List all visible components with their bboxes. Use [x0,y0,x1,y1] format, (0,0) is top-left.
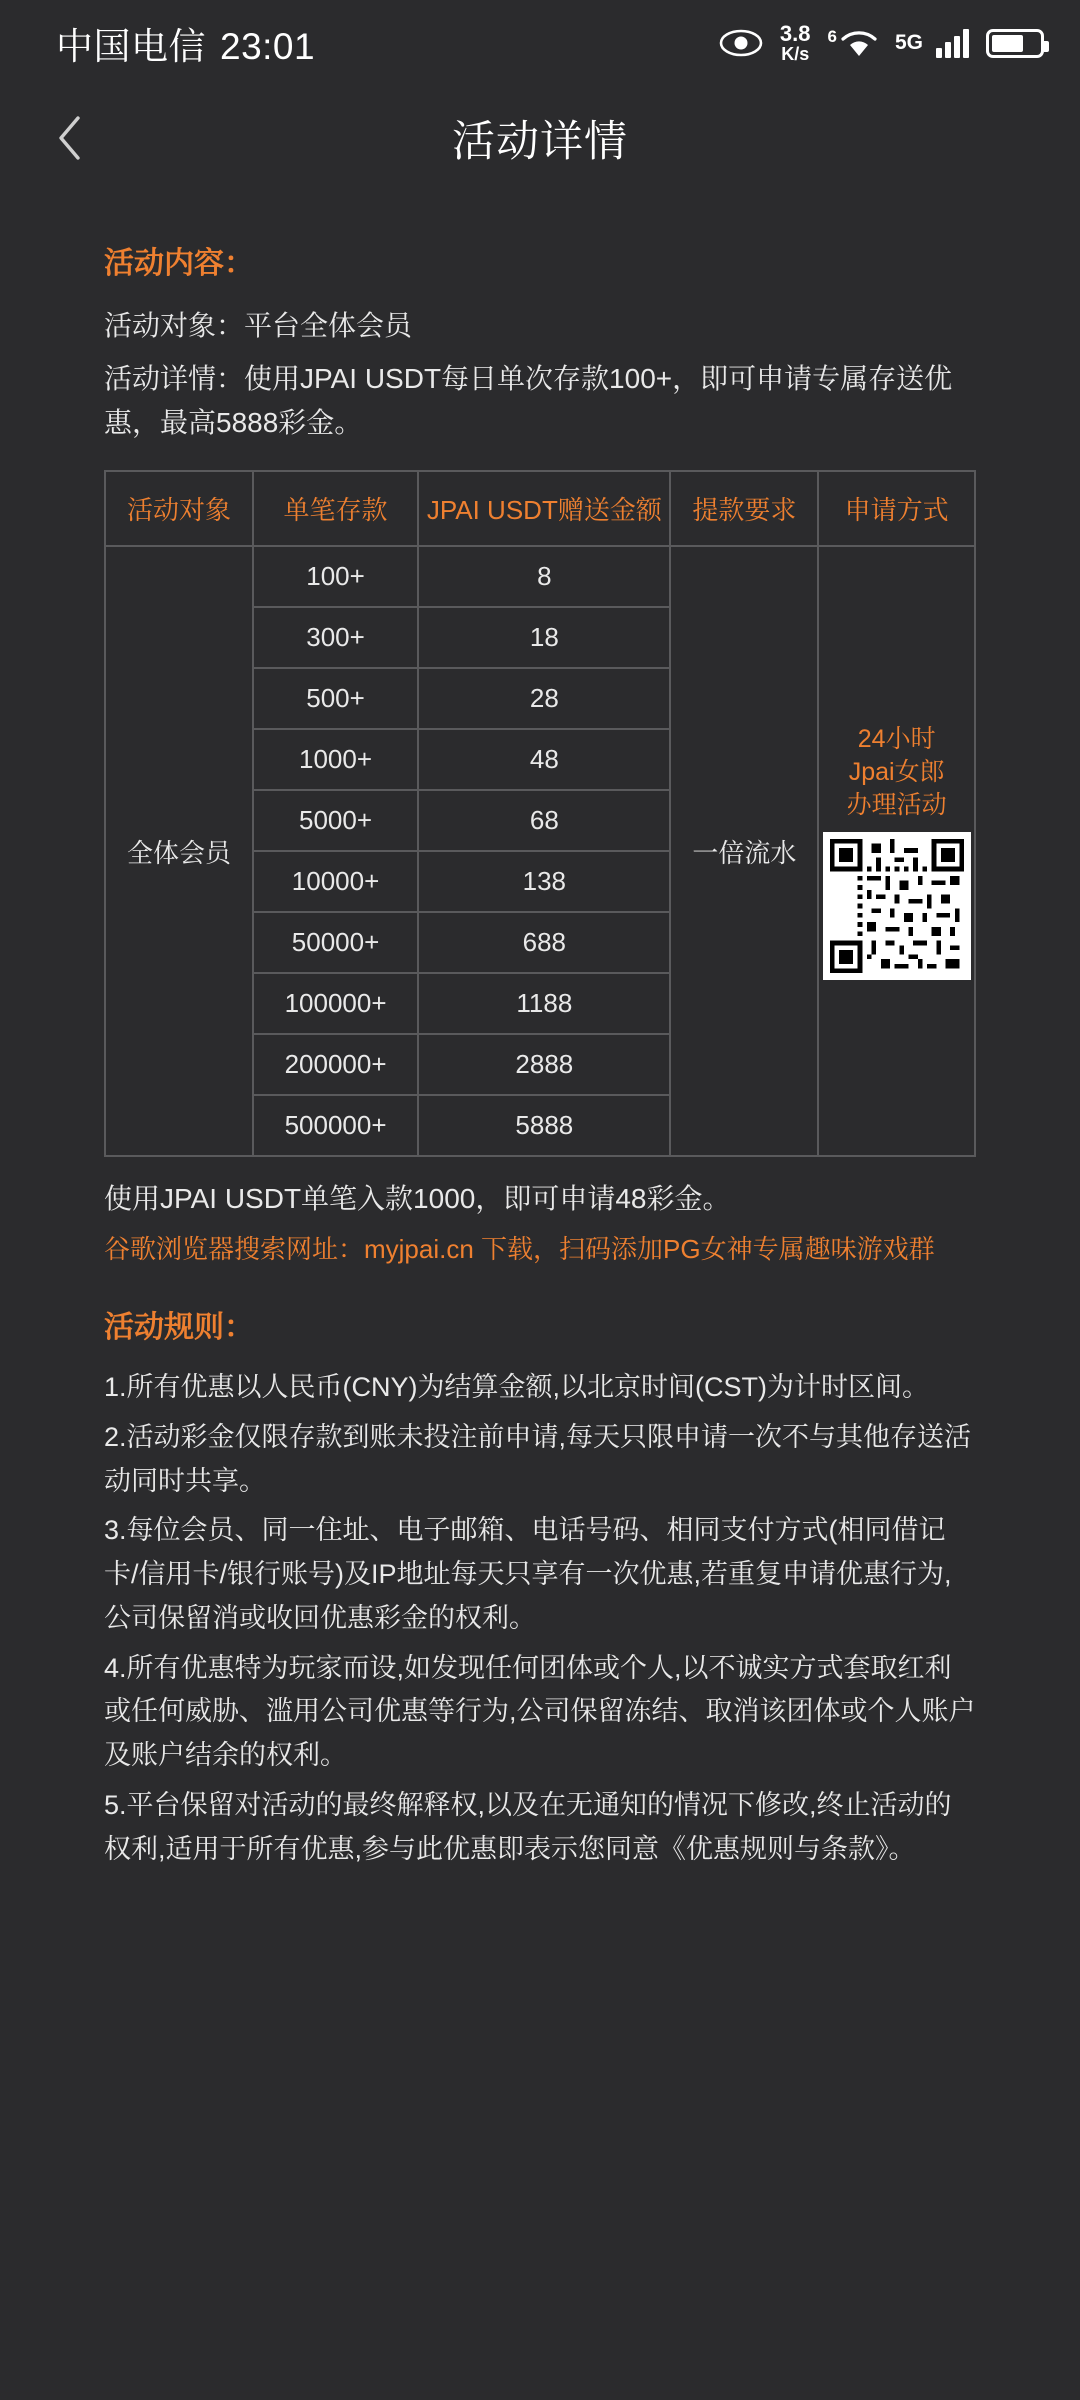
bonus-cell: 5888 [418,1095,670,1156]
back-button[interactable] [40,108,100,168]
network-speed-value: 3.8 [779,21,811,46]
bonus-cell: 8 [418,546,670,607]
title-bar [0,86,1080,190]
status-bar [0,0,1080,86]
apply-method-line: 24小时 [857,724,936,753]
deposit-cell: 500000+ [253,1095,418,1156]
deposit-cell: 10000+ [253,851,418,912]
deposit-cell: 500+ [253,668,418,729]
apply-method-title [823,723,970,822]
bonus-cell: 48 [418,729,670,790]
section-title-activity-content: 活动内容： [104,247,254,280]
deposit-cell: 5000+ [253,790,418,851]
bonus-cell: 2888 [418,1034,670,1095]
table-header-cell: 单笔存款 [253,471,418,546]
battery-icon [986,29,1044,58]
promotion-content [0,190,1080,1871]
wifi-generation-label: 6 [827,27,837,46]
member-scope-cell: 全体会员 [105,546,253,1156]
download-note: 谷歌浏览器搜索网址：myjpai.cn 下载，扫码添加PG女神专属趣味游戏群 [104,1234,935,1265]
table-header-cell: 提款要求 [670,471,818,546]
chevron-left-icon [56,115,84,161]
activity-target-line: 活动对象：平台全体会员 [104,310,413,341]
apply-method-cell [818,546,975,1156]
network-speed-unit: K/s [781,44,810,64]
qr-code-icon[interactable] [823,832,971,980]
deposit-cell: 50000+ [253,912,418,973]
withdraw-requirement-cell: 一倍流水 [670,546,818,1156]
rule-item: 5.平台保留对活动的最终解释权,以及在无通知的情况下修改,终止活动的权利,适用于所有优惠,参与此优惠即表示您同意《优惠规则与条款》。 [104,1789,952,1864]
wifi-icon [828,27,878,59]
deposit-cell: 100+ [253,546,418,607]
table-header-cell: JPAI USDT赠送金额 [418,471,670,546]
bonus-cell: 28 [418,668,670,729]
activity-detail-line: 活动详情：使用JPAI USDT每日单次存款100+，即可申请专属存送优惠，最高5888彩金。 [104,363,953,438]
apply-method-line: Jpai女郎 [848,757,945,786]
rule-item: 2.活动彩金仅限存款到账未投注前申请,每天只限申请一次不与其他存送活动同时共享。 [104,1421,972,1496]
bonus-cell: 18 [418,607,670,668]
apply-method-line: 办理活动 [846,790,947,819]
carrier-label: 中国电信 [56,26,206,67]
deposit-note: 使用JPAI USDT单笔入款1000，即可申请48彩金。 [104,1183,731,1215]
deposit-cell: 1000+ [253,729,418,790]
eye-icon [719,28,763,58]
bonus-cell: 1188 [418,973,670,1034]
promotion-table [104,470,976,1157]
rule-item: 1.所有优惠以人民币(CNY)为结算金额,以北京时间(CST)为计时区间。 [104,1372,929,1403]
table-header-cell: 活动对象 [105,471,253,546]
status-bar-right [719,23,1044,63]
page-title: 活动详情 [452,117,628,166]
rule-item: 4.所有优惠特为玩家而设,如发现任何团体或个人,以不诚实方式套取红利或任何威胁、滥用公司优惠等行为,公司保留冻结、取消该团体或个人账户及账户结余的权利。 [104,1652,976,1771]
bonus-cell: 688 [418,912,670,973]
table-header-cell: 申请方式 [818,471,975,546]
bonus-cell: 68 [418,790,670,851]
status-bar-left [56,16,315,70]
signal-icon [936,28,969,58]
deposit-cell: 200000+ [253,1034,418,1095]
table-row [105,546,975,607]
rule-item: 3.每位会员、同一住址、电子邮箱、电话号码、相同支付方式(相同借记卡/信用卡/银行账号)及IP地址每天只享有一次优惠,若重复申请优惠行为,公司保留消或收回优惠彩金的权利。 [104,1515,952,1633]
network-speed-indicator [780,23,811,63]
clock-label: 23:01 [220,26,316,67]
network-type-label: 5G [894,31,923,54]
bonus-cell: 138 [418,851,670,912]
table-header-row [105,471,975,546]
deposit-cell: 300+ [253,607,418,668]
section-title-rules: 活动规则： [104,1311,254,1345]
deposit-cell: 100000+ [253,973,418,1034]
